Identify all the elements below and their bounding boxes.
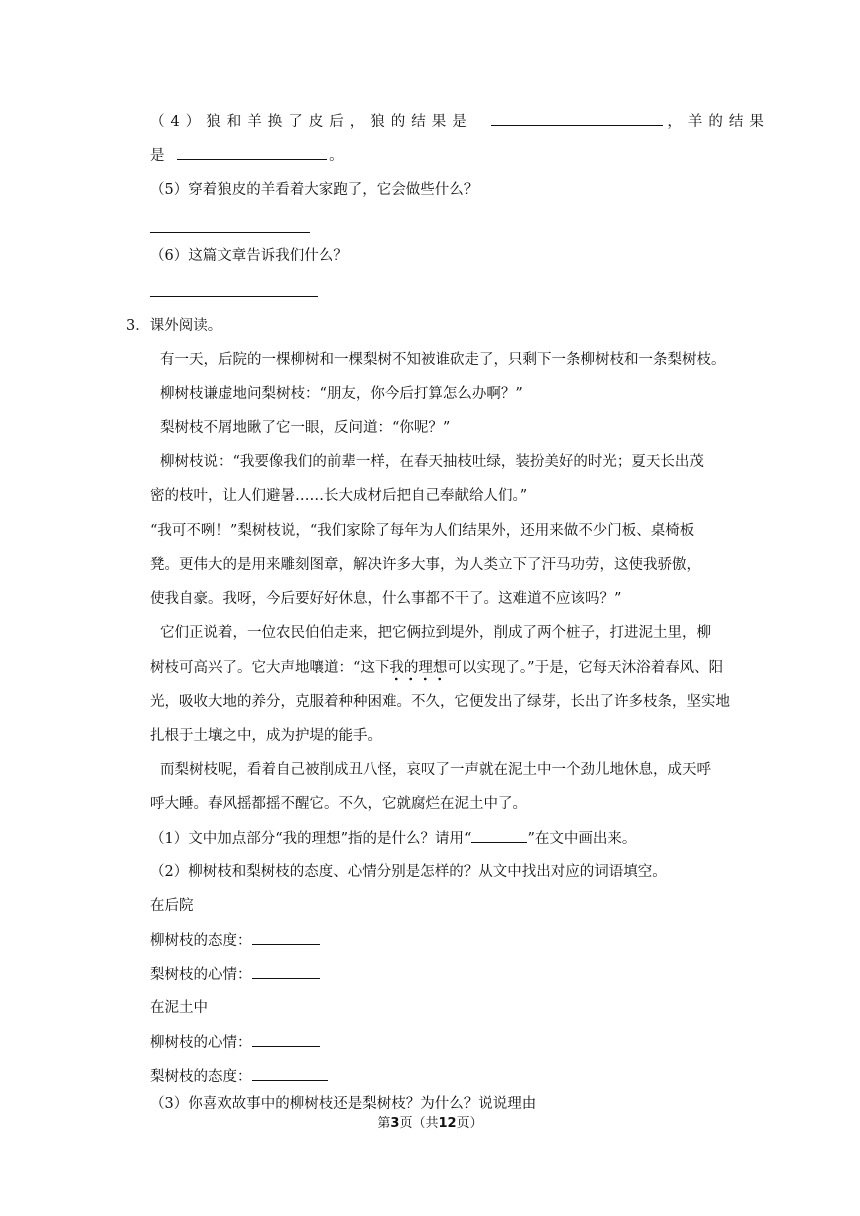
story-paragraph-5-line3: 使我自豪。我呀，今后要好好休息，什么事都不干了。这难道不应该吗？” [150,591,622,607]
story-paragraph-5-line2: 凳。更伟大的是用来雕刻图章，解决许多大事，为人类立下了汗马功劳，这使我骄傲， [150,557,701,573]
story-paragraph-6-line2: 树枝可高兴了。它大声地嚷道：“这下我的理想可以实现了。”于是，它每天沐浴着春风、阳 [150,658,723,678]
story-paragraph-1: 有一天，后院的一棵柳树和一棵梨树不知被谁砍走了，只剩下一条柳树枝和一条梨树枝。 [160,352,726,368]
subq3: （3）你喜欢故事中的柳树枝还是梨树枝？为什么？说说理由 [150,1096,537,1112]
soil-label: 在泥土中 [150,1000,208,1016]
pear-attitude-blank[interactable] [252,1066,328,1081]
underline-sample [471,828,527,843]
willow-attitude-row: 柳树枝的态度： [150,930,320,951]
q5-question: （5）穿着狼皮的羊看着大家跑了，它会做些什么？ [150,182,479,198]
emphasized-my-ideal: 我的理想 [389,660,447,682]
story-paragraph-3: 梨树枝不屑地瞅了它一眼，反问道：“你呢？” [160,420,451,436]
q6-answer-blank[interactable] [150,282,318,297]
section3-heading: 3．课外阅读。 [126,318,223,334]
q4-line1: （4）狼和羊换了皮后，狼的结果是 ，羊的结果 [150,111,770,132]
q4-answer-blank-sheep[interactable] [177,145,327,160]
story-paragraph-4-line2: 密的枝叶，让人们避暑……长大成材后把自己奉献给人们。” [150,488,528,504]
q4-line2: 是 。 [150,145,344,166]
subq1: （1）文中加点部分“我的理想”指的是什么？请用“ ”在文中画出来。 [150,828,636,849]
subq2: （2）柳树枝和梨树枝的态度、心情分别是怎样的？从文中找出对应的词语填空。 [150,864,667,880]
willow-mood-row: 柳树枝的心情： [150,1032,320,1053]
story-paragraph-6-line4: 扎根于土壤之中，成为护堤的能手。 [150,728,382,744]
willow-attitude-blank[interactable] [252,930,320,945]
q5-answer-blank[interactable] [150,218,310,233]
q6-question: （6）这篇文章告诉我们什么？ [150,248,348,264]
pear-attitude-row: 梨树枝的态度： [150,1066,328,1087]
story-paragraph-5-line1: “我可不咧！”梨树枝说，“我们家除了每年为人们结果外，还用来做不少门板、桌椅板 [150,523,695,539]
yard-label: 在后院 [150,898,194,914]
story-paragraph-7-line1: 而梨树枝呢，看着自己被削成丑八怪，哀叹了一声就在泥土中一个劲儿地休息，成天呼 [160,762,711,778]
story-paragraph-4-line1: 柳树枝说：“我要像我们的前辈一样，在春天抽枝吐绿，装扮美好的时光；夏天长出茂 [160,454,704,470]
story-paragraph-7-line2: 呼大睡。春风摇都摇不醒它。不久，它就腐烂在泥土中了。 [150,796,527,812]
pear-mood-row: 梨树枝的心情： [150,964,320,985]
story-paragraph-2: 柳树枝谦虚地问梨树枝：“朋友，你今后打算怎么办啊？” [160,386,523,402]
pear-mood-blank[interactable] [252,964,320,979]
story-paragraph-6-line3: 光，吸收大地的养分，克服着种种困难。不久，它便发出了绿芽，长出了许多枝条，坚实地 [150,694,730,710]
q4-answer-blank-wolf[interactable] [491,111,663,126]
page-footer: 第3页（共12页） [377,1116,483,1131]
story-paragraph-6-line1: 它们正说着，一位农民伯伯走来，把它俩拉到堤外，削成了两个桩子，打进泥土里，柳 [160,625,711,641]
willow-mood-blank[interactable] [252,1032,320,1047]
